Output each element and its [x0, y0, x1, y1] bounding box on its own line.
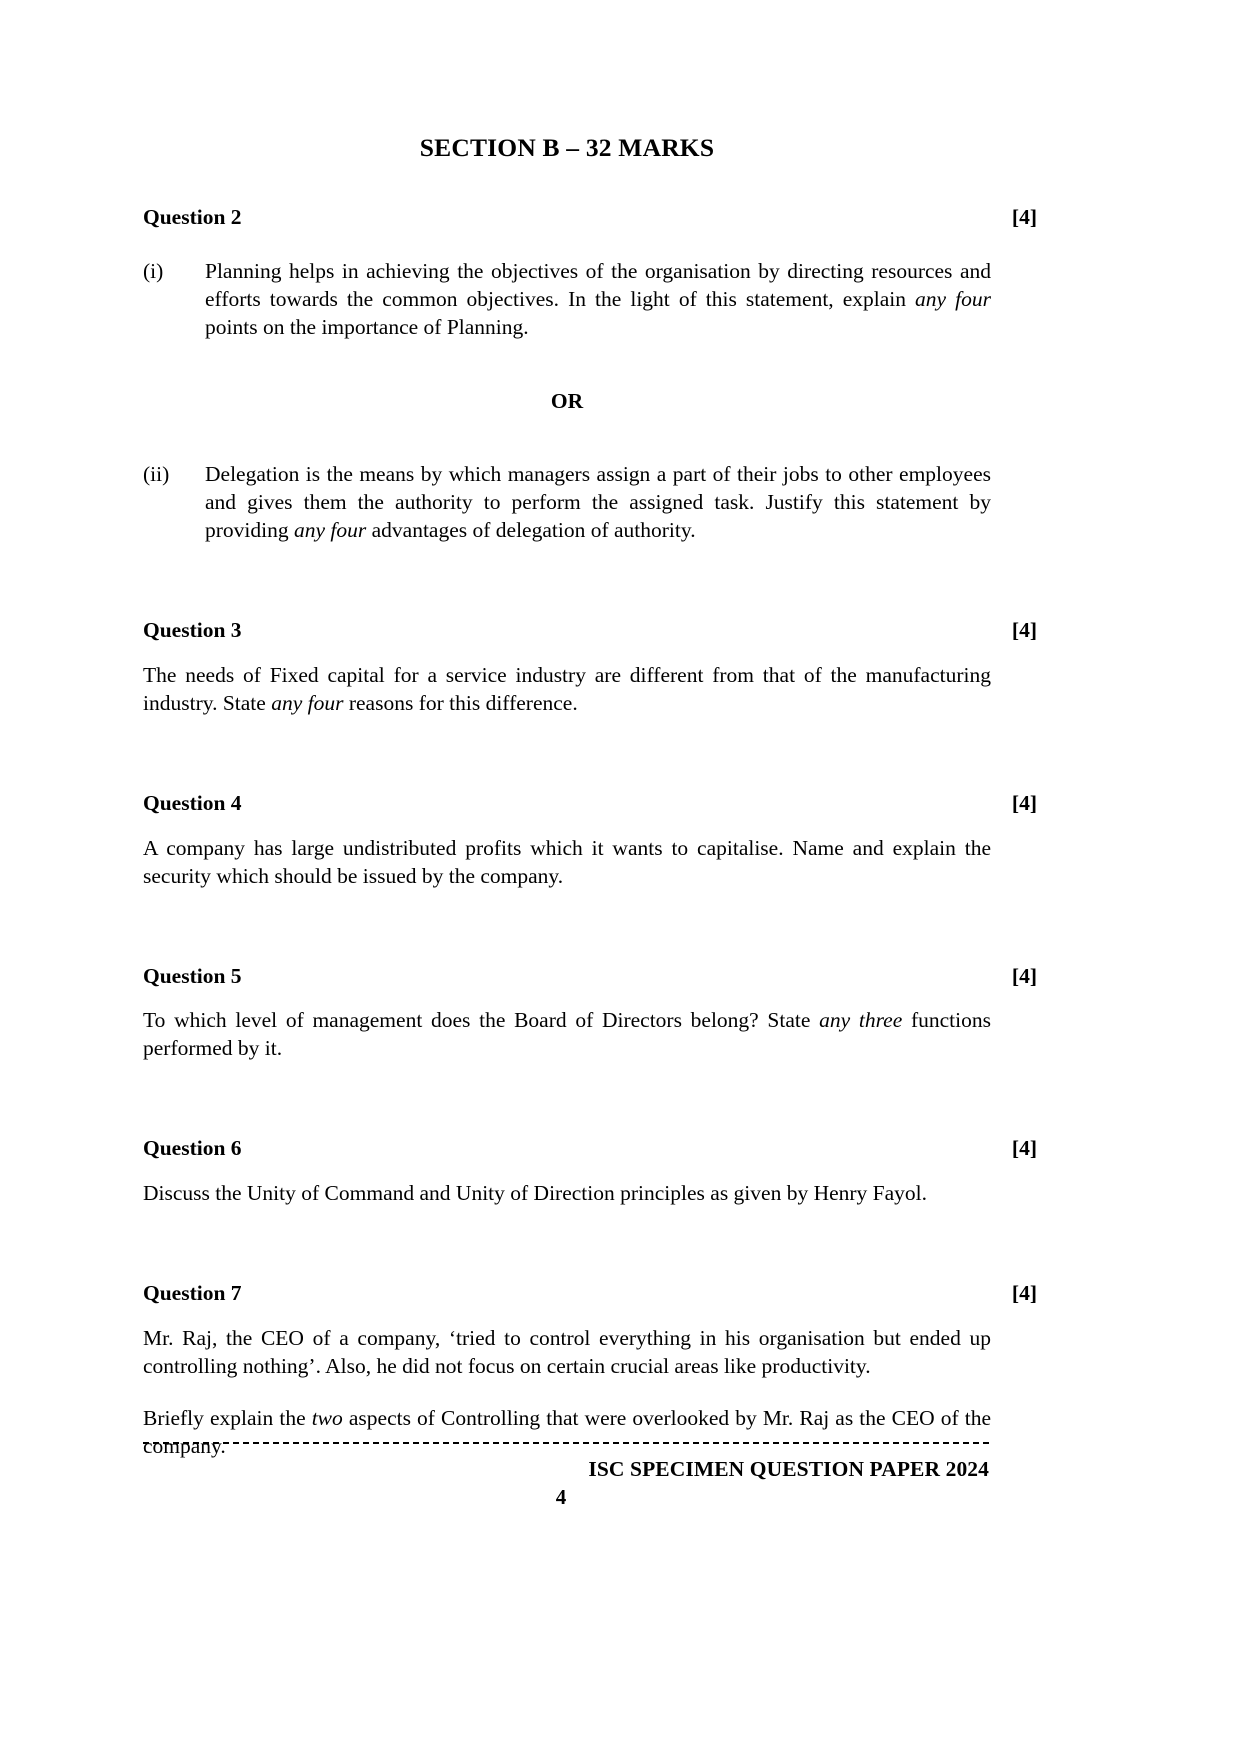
question-7-text2-before: Briefly explain the [143, 1405, 312, 1430]
question-marks-4: [4] [1011, 790, 1037, 815]
subpart-ii-text-before: Delegation is the means by which managers assign a part of their jobs to other employees and gives them the authority to perform the assigned task. Justify this statement by providing [205, 462, 991, 543]
section-heading: SECTION B – 32 MARKS [419, 133, 715, 162]
or-divider-label: OR [550, 388, 584, 413]
question-label-5: Question 5 [143, 963, 242, 988]
question-5-body [143, 1007, 991, 1063]
question-label-6: Question 6 [143, 1136, 242, 1161]
question-marks-2: [4] [1011, 204, 1037, 229]
question-7-emphasis: two [311, 1405, 343, 1430]
subpart-text-ii [205, 461, 991, 545]
question-5-text-before: To which level of management does the Board of Directors belong? State [143, 1008, 820, 1033]
question-2-subpart-ii [143, 461, 991, 545]
question-header-7 [143, 1280, 1037, 1307]
page-footer [143, 1442, 989, 1509]
footer-page-number: 4 [555, 1484, 567, 1509]
question-marks-3: [4] [1011, 618, 1037, 643]
question-4-body: A company has large undistributed profits which it wants to capitalise. Name and explain the security which should be issued by the company. [143, 835, 991, 888]
question-5-text-after: functions performed by it. [143, 1008, 991, 1061]
subpart-marker-i: (i) [143, 259, 164, 284]
subpart-marker-ii: (ii) [143, 462, 170, 487]
question-header-2 [143, 204, 1037, 231]
question-label-4: Question 4 [143, 790, 242, 815]
question-3-body [143, 662, 991, 718]
question-marks-5: [4] [1011, 963, 1037, 988]
question-header-5 [143, 963, 1037, 990]
subpart-i-emphasis: any four [915, 287, 991, 312]
subpart-ii-text-after: advantages of delegation of authority. [366, 518, 696, 543]
subpart-text-i [205, 258, 991, 342]
question-header-3 [143, 617, 1037, 644]
question-header-6 [143, 1135, 1037, 1162]
footer-paper-title: ISC SPECIMEN QUESTION PAPER 2024 [588, 1457, 989, 1481]
question-7-text2-after: aspects of Controlling that were overlooked by Mr. Raj as the CEO of the company. [143, 1405, 991, 1458]
question-label-3: Question 3 [143, 618, 242, 643]
question-marks-6: [4] [1011, 1136, 1037, 1161]
question-label-7: Question 7 [143, 1281, 242, 1306]
question-7-body: Mr. Raj, the CEO of a company, ‘tried to control everything in his organisation but ended up controlling nothing’. Also, he did not focus on certain crucial areas like productivity. [143, 1325, 991, 1378]
question-marks-7: [4] [1011, 1281, 1037, 1306]
page-content [143, 0, 1037, 1461]
subpart-i-text-before: Planning helps in achieving the objectives of the organisation by directing resources and efforts towards the common objectives. In the light of this statement, explain [205, 259, 991, 312]
subpart-ii-emphasis: any four [293, 518, 367, 543]
question-3-text-after: reasons for this difference. [343, 690, 578, 715]
question-2-subpart-i [143, 258, 991, 342]
question-3-emphasis: any four [271, 690, 344, 715]
question-header-4 [143, 790, 1037, 817]
question-6-body: Discuss the Unity of Command and Unity of Direction principles as given by Henry Fayol. [143, 1181, 928, 1206]
question-5-emphasis: any three [819, 1008, 903, 1033]
question-3-text-before: The needs of Fixed capital for a service industry are different from that of the manufacturing industry. State [143, 662, 991, 715]
question-label-2: Question 2 [143, 204, 242, 229]
subpart-i-text-after: points on the importance of Planning. [205, 315, 529, 340]
